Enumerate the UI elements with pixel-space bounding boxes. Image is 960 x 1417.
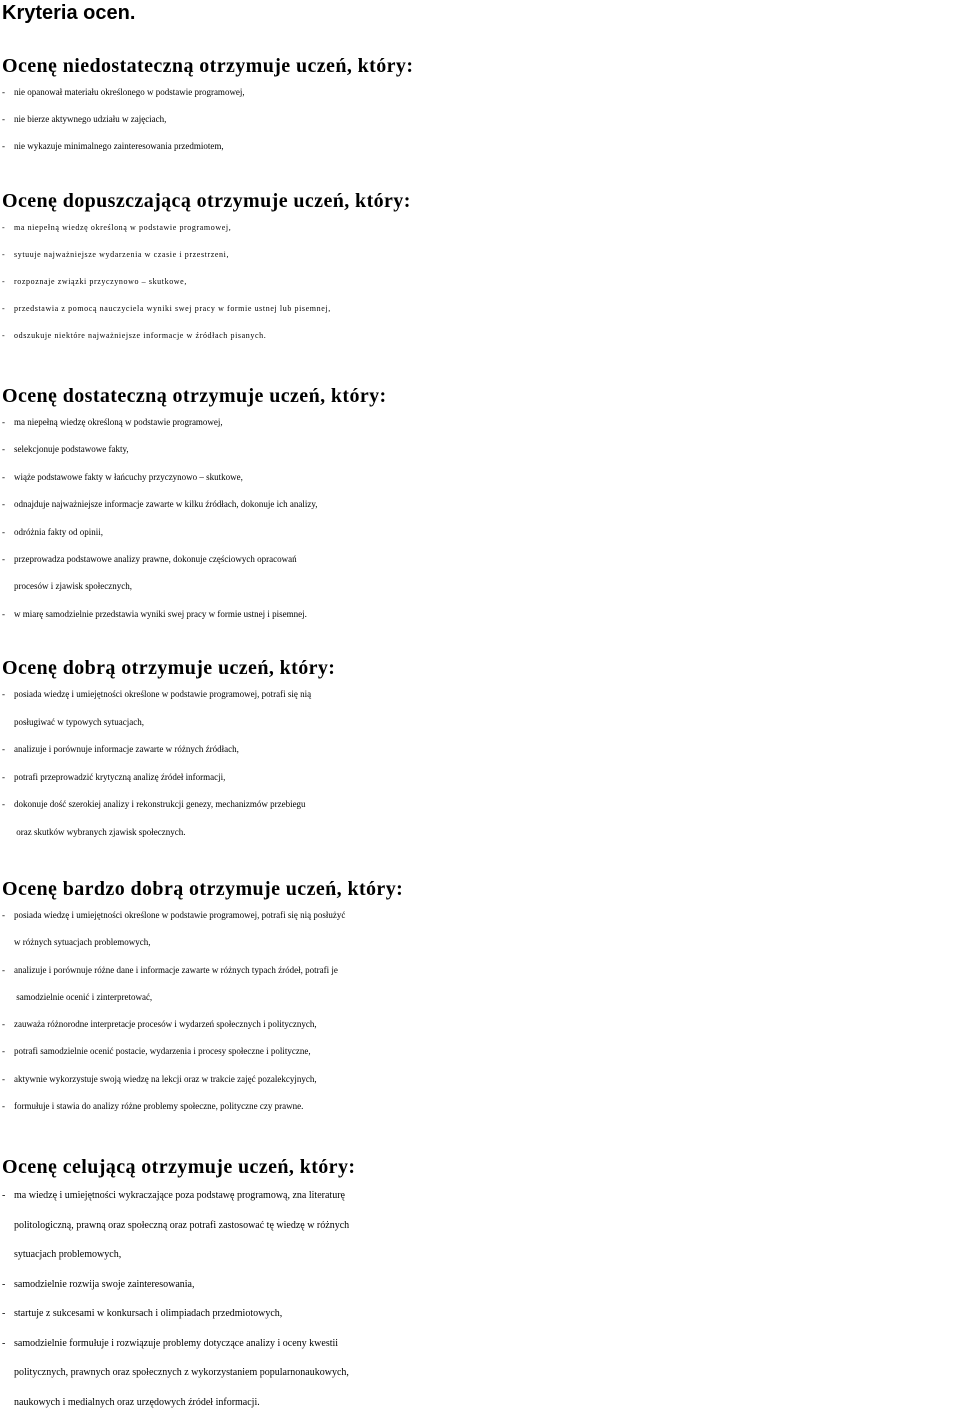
criteria-item	[0, 1299, 960, 1329]
criteria-item	[0, 322, 960, 349]
section-heading: Ocenę celującą otrzymuje uczeń, który:	[0, 1153, 960, 1181]
bullet-dash: -	[0, 957, 14, 984]
criteria-item	[0, 1093, 960, 1120]
criteria-text: posługiwać w typowych sytuacjach,	[14, 709, 144, 737]
bullet-dash: -	[0, 409, 14, 436]
criteria-item	[0, 464, 960, 491]
criteria-text: ma wiedzę i umiejętności wykraczające poza podstawę programową, zna literaturę	[14, 1181, 345, 1211]
criteria-text: politologiczną, prawną oraz społeczną oraz potrafi zastosować tę wiedzę w różnych	[14, 1211, 349, 1241]
criteria-text: przeprowadza podstawowe analizy prawne, dokonuje częściowych opracowań	[14, 546, 297, 573]
bullet-dash: -	[0, 214, 14, 241]
criteria-text: politycznych, prawnych oraz społecznych z wykorzystaniem popularnonaukowych,	[14, 1358, 349, 1388]
grade-section-dobra	[0, 655, 960, 846]
criteria-text: posiada wiedzę i umiejętności określone w podstawie programowej, potrafi się nią posłużyć	[14, 902, 345, 929]
criteria-text: samodzielnie ocenić i zinterpretować,	[14, 984, 152, 1011]
criteria-item	[0, 409, 960, 436]
criteria-text: potrafi przeprowadzić krytyczną analizę źródeł informacji,	[14, 764, 225, 792]
grade-section-dopuszczajaca	[0, 188, 960, 349]
criteria-text: dokonuje dość szerokiej analizy i rekonstrukcji genezy, mechanizmów przebiegu	[14, 791, 306, 819]
bullet-dash: -	[0, 295, 14, 322]
criteria-item	[0, 546, 960, 573]
grade-section-bardzo-dobra	[0, 876, 960, 1120]
bullet-dash: -	[0, 491, 14, 518]
section-heading: Ocenę dobrą otrzymuje uczeń, który:	[0, 655, 960, 681]
criteria-text: przedstawia z pomocą nauczyciela wyniki swej pracy w formie ustnej lub pisemnej,	[14, 295, 331, 322]
criteria-item-continuation	[0, 573, 960, 600]
criteria-item	[0, 106, 960, 133]
criteria-text: posiada wiedzę i umiejętności określone w podstawie programowej, potrafi się nią	[14, 681, 311, 709]
criteria-item	[0, 1011, 960, 1038]
criteria-text: w różnych sytuacjach problemowych,	[14, 929, 150, 956]
criteria-item	[0, 1066, 960, 1093]
criteria-text: w miarę samodzielnie przedstawia wyniki swej pracy w formie ustnej i pisemnej.	[14, 601, 307, 628]
criteria-text: samodzielnie rozwija swoje zainteresowania,	[14, 1270, 194, 1300]
bullet-dash: -	[0, 1066, 14, 1093]
criteria-item	[0, 214, 960, 241]
bullet-dash: -	[0, 681, 14, 709]
bullet-dash: -	[0, 464, 14, 491]
grade-section-dostateczna	[0, 383, 960, 628]
criteria-text: potrafi samodzielnie ocenić postacie, wydarzenia i procesy społeczne i polityczne,	[14, 1038, 311, 1065]
bullet-dash: -	[0, 1270, 14, 1300]
criteria-text: odszukuje niektóre najważniejsze informacje w źródłach pisanych.	[14, 322, 266, 349]
criteria-item-continuation	[0, 709, 960, 737]
criteria-item-continuation	[0, 819, 960, 847]
bullet-dash: -	[0, 1011, 14, 1038]
grade-section-celujaca	[0, 1153, 960, 1417]
grade-section-niedostateczna	[0, 53, 960, 160]
criteria-item	[0, 241, 960, 268]
bullet-dash: -	[0, 601, 14, 628]
criteria-item	[0, 736, 960, 764]
criteria-item	[0, 491, 960, 518]
criteria-text: odnajduje najważniejsze informacje zawarte w kilku źródłach, dokonuje ich analizy,	[14, 491, 318, 518]
criteria-text: sytuuje najważniejsze wydarzenia w czasie i przestrzeni,	[14, 241, 229, 268]
criteria-text: analizuje i porównuje informacje zawarte w różnych źródłach,	[14, 736, 239, 764]
criteria-item	[0, 79, 960, 106]
bullet-dash: -	[0, 546, 14, 573]
criteria-item-continuation	[0, 1388, 960, 1417]
criteria-text: nie bierze aktywnego udziału w zajęciach,	[14, 106, 166, 133]
criteria-item	[0, 764, 960, 792]
bullet-dash: -	[0, 519, 14, 546]
criteria-item	[0, 957, 960, 984]
criteria-text: procesów i zjawisk społecznych,	[14, 573, 132, 600]
bullet-dash: -	[0, 106, 14, 133]
criteria-item	[0, 902, 960, 929]
criteria-text: wiąże podstawowe fakty w łańcuchy przyczynowo – skutkowe,	[14, 464, 243, 491]
bullet-dash: -	[0, 79, 14, 106]
bullet-dash: -	[0, 322, 14, 349]
bullet-dash: -	[0, 1181, 14, 1211]
section-heading: Ocenę niedostateczną otrzymuje uczeń, który:	[0, 53, 960, 79]
criteria-item	[0, 791, 960, 819]
criteria-text: naukowych i medialnych oraz urzędowych źródeł informacji.	[14, 1388, 260, 1417]
criteria-text: nie opanował materiału określonego w podstawie programowej,	[14, 79, 245, 106]
criteria-item	[0, 436, 960, 463]
criteria-text: zauważa różnorodne interpretacje procesów i wydarzeń społecznych i politycznych,	[14, 1011, 317, 1038]
bullet-dash: -	[0, 133, 14, 160]
criteria-text: sytuacjach problemowych,	[14, 1240, 121, 1270]
bullet-dash: -	[0, 436, 14, 463]
bullet-dash: -	[0, 241, 14, 268]
bullet-dash: -	[0, 736, 14, 764]
section-heading: Ocenę bardzo dobrą otrzymuje uczeń, który:	[0, 876, 960, 902]
criteria-item	[0, 133, 960, 160]
criteria-text: nie wykazuje minimalnego zainteresowania przedmiotem,	[14, 133, 224, 160]
criteria-item	[0, 519, 960, 546]
criteria-text: selekcjonuje podstawowe fakty,	[14, 436, 129, 463]
bullet-dash: -	[0, 1093, 14, 1120]
criteria-item	[0, 1038, 960, 1065]
bullet-dash: -	[0, 902, 14, 929]
criteria-text: samodzielnie formułuje i rozwiązuje problemy dotyczące analizy i oceny kwestii	[14, 1329, 338, 1359]
criteria-text: oraz skutków wybranych zjawisk społecznych.	[14, 819, 185, 847]
bullet-dash: -	[0, 791, 14, 819]
criteria-item	[0, 1270, 960, 1300]
criteria-text: odróżnia fakty od opinii,	[14, 519, 103, 546]
criteria-text: rozpoznaje związki przyczynowo – skutkowe,	[14, 268, 187, 295]
bullet-dash: -	[0, 1038, 14, 1065]
criteria-text: startuje z sukcesami w konkursach i olimpiadach przedmiotowych,	[14, 1299, 282, 1329]
criteria-item	[0, 681, 960, 709]
criteria-item-continuation	[0, 1240, 960, 1270]
criteria-item	[0, 268, 960, 295]
criteria-item	[0, 1329, 960, 1359]
criteria-text: analizuje i porównuje różne dane i informacje zawarte w różnych typach źródeł, potrafi je	[14, 957, 338, 984]
section-heading: Ocenę dostateczną otrzymuje uczeń, który:	[0, 383, 960, 409]
criteria-item	[0, 1181, 960, 1211]
section-heading: Ocenę dopuszczającą otrzymuje uczeń, który:	[0, 188, 960, 214]
criteria-item	[0, 295, 960, 322]
document-title: Kryteria ocen.	[2, 0, 135, 26]
bullet-dash: -	[0, 268, 14, 295]
criteria-item-continuation	[0, 984, 960, 1011]
criteria-text: aktywnie wykorzystuje swoją wiedzę na lekcji oraz w trakcie zajęć pozalekcyjnych,	[14, 1066, 317, 1093]
bullet-dash: -	[0, 764, 14, 792]
criteria-item-continuation	[0, 1211, 960, 1241]
criteria-item-continuation	[0, 1358, 960, 1388]
bullet-dash: -	[0, 1299, 14, 1329]
criteria-item	[0, 601, 960, 628]
criteria-text: ma niepełną wiedzę określoną w podstawie programowej,	[14, 409, 223, 436]
bullet-dash: -	[0, 1329, 14, 1359]
criteria-item-continuation	[0, 929, 960, 956]
criteria-text: formułuje i stawia do analizy różne problemy społeczne, polityczne czy prawne.	[14, 1093, 303, 1120]
criteria-text: ma niepełną wiedzę określoną w podstawie programowej,	[14, 214, 231, 241]
